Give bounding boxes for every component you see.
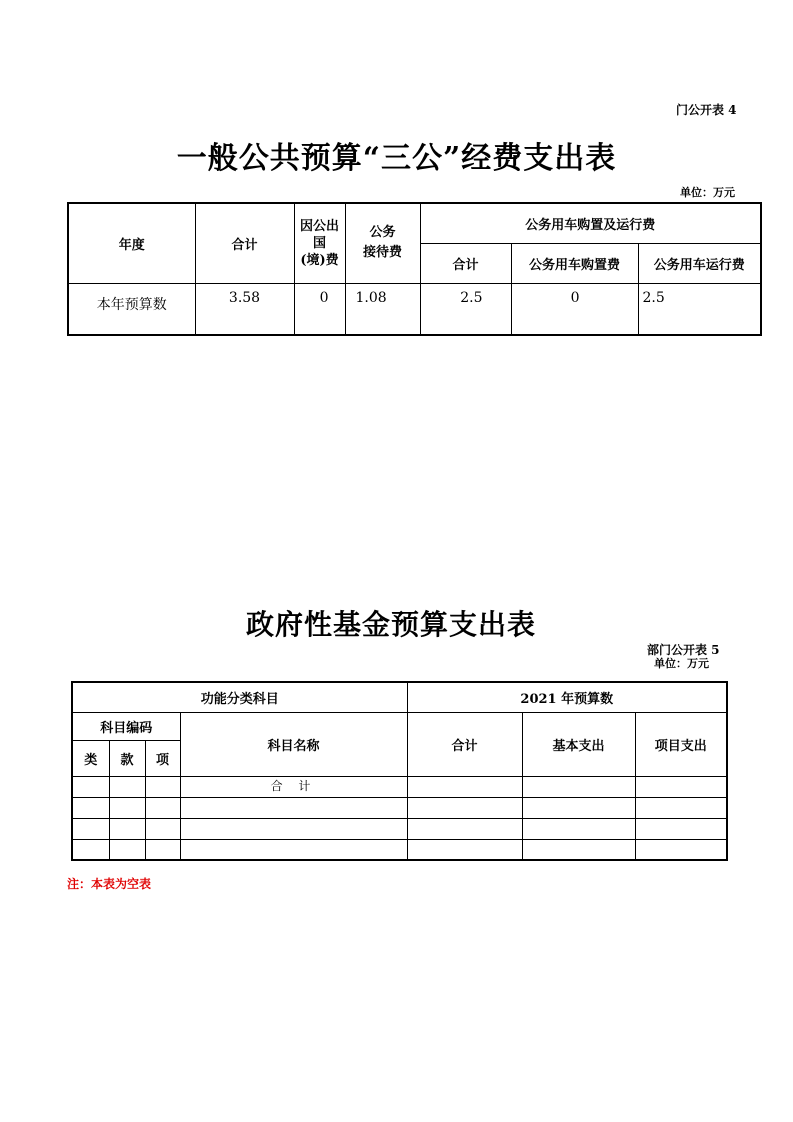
cell-reception: 1.08 [345,283,420,335]
header-abroad-line2: 国 [312,235,326,251]
header-abroad [294,203,345,283]
header-xiang: 项 [145,740,180,776]
table-row [72,839,727,860]
header-lei: 类 [72,740,109,776]
page-title: 一般公共预算“三公”经费支出表 [176,141,617,176]
unit-label: 单位：万元 [680,186,735,199]
government-fund-table [71,681,728,861]
header-vehicle-group: 公务用车购置及运行费 [420,203,761,243]
table-row [68,283,761,335]
table-code: 门公开表 4 [676,103,737,117]
header-subject-code: 科目编码 [72,712,180,740]
cell-vehicle-total: 2.5 [420,283,511,335]
three-public-expense-table [67,202,762,336]
header-vehicle-purchase: 公务用车购置费 [511,243,638,283]
header-subject-name: 科目名称 [180,712,407,776]
table-code-2: 部门公开表 5 [647,643,720,657]
header-function-class: 功能分类科目 [72,682,407,712]
table-row [72,776,727,797]
table-row [72,797,727,818]
header-year: 年度 [68,203,195,283]
row-label: 本年预算数 [68,283,195,335]
header-reception [345,203,420,283]
sum-label: 合 计 [180,776,407,797]
empty-table-note: 注：本表为空表 [67,877,152,891]
header-vehicle-operation: 公务用车运行费 [638,243,761,283]
cell-abroad: 0 [294,283,345,335]
page-title-2: 政府性基金预算支出表 [245,608,536,641]
unit-label-2: 单位：万元 [654,657,709,670]
header-total: 合计 [407,712,522,776]
cell-vehicle-operation: 2.5 [638,283,761,335]
header-project: 项目支出 [635,712,727,776]
header-reception-line1: 公务 [369,225,396,241]
header-total: 合计 [195,203,294,283]
cell-vehicle-purchase: 0 [511,283,638,335]
header-reception-line2: 接待费 [362,245,402,261]
header-kuan: 款 [109,740,145,776]
header-abroad-line1: 因公出 [299,218,339,234]
header-abroad-line3: (境)费 [300,252,339,268]
table-row [72,818,727,839]
header-basic: 基本支出 [522,712,635,776]
header-vehicle-total: 合计 [420,243,511,283]
header-budget-year: 2021 年预算数 [407,682,727,712]
cell-total: 3.58 [195,283,294,335]
